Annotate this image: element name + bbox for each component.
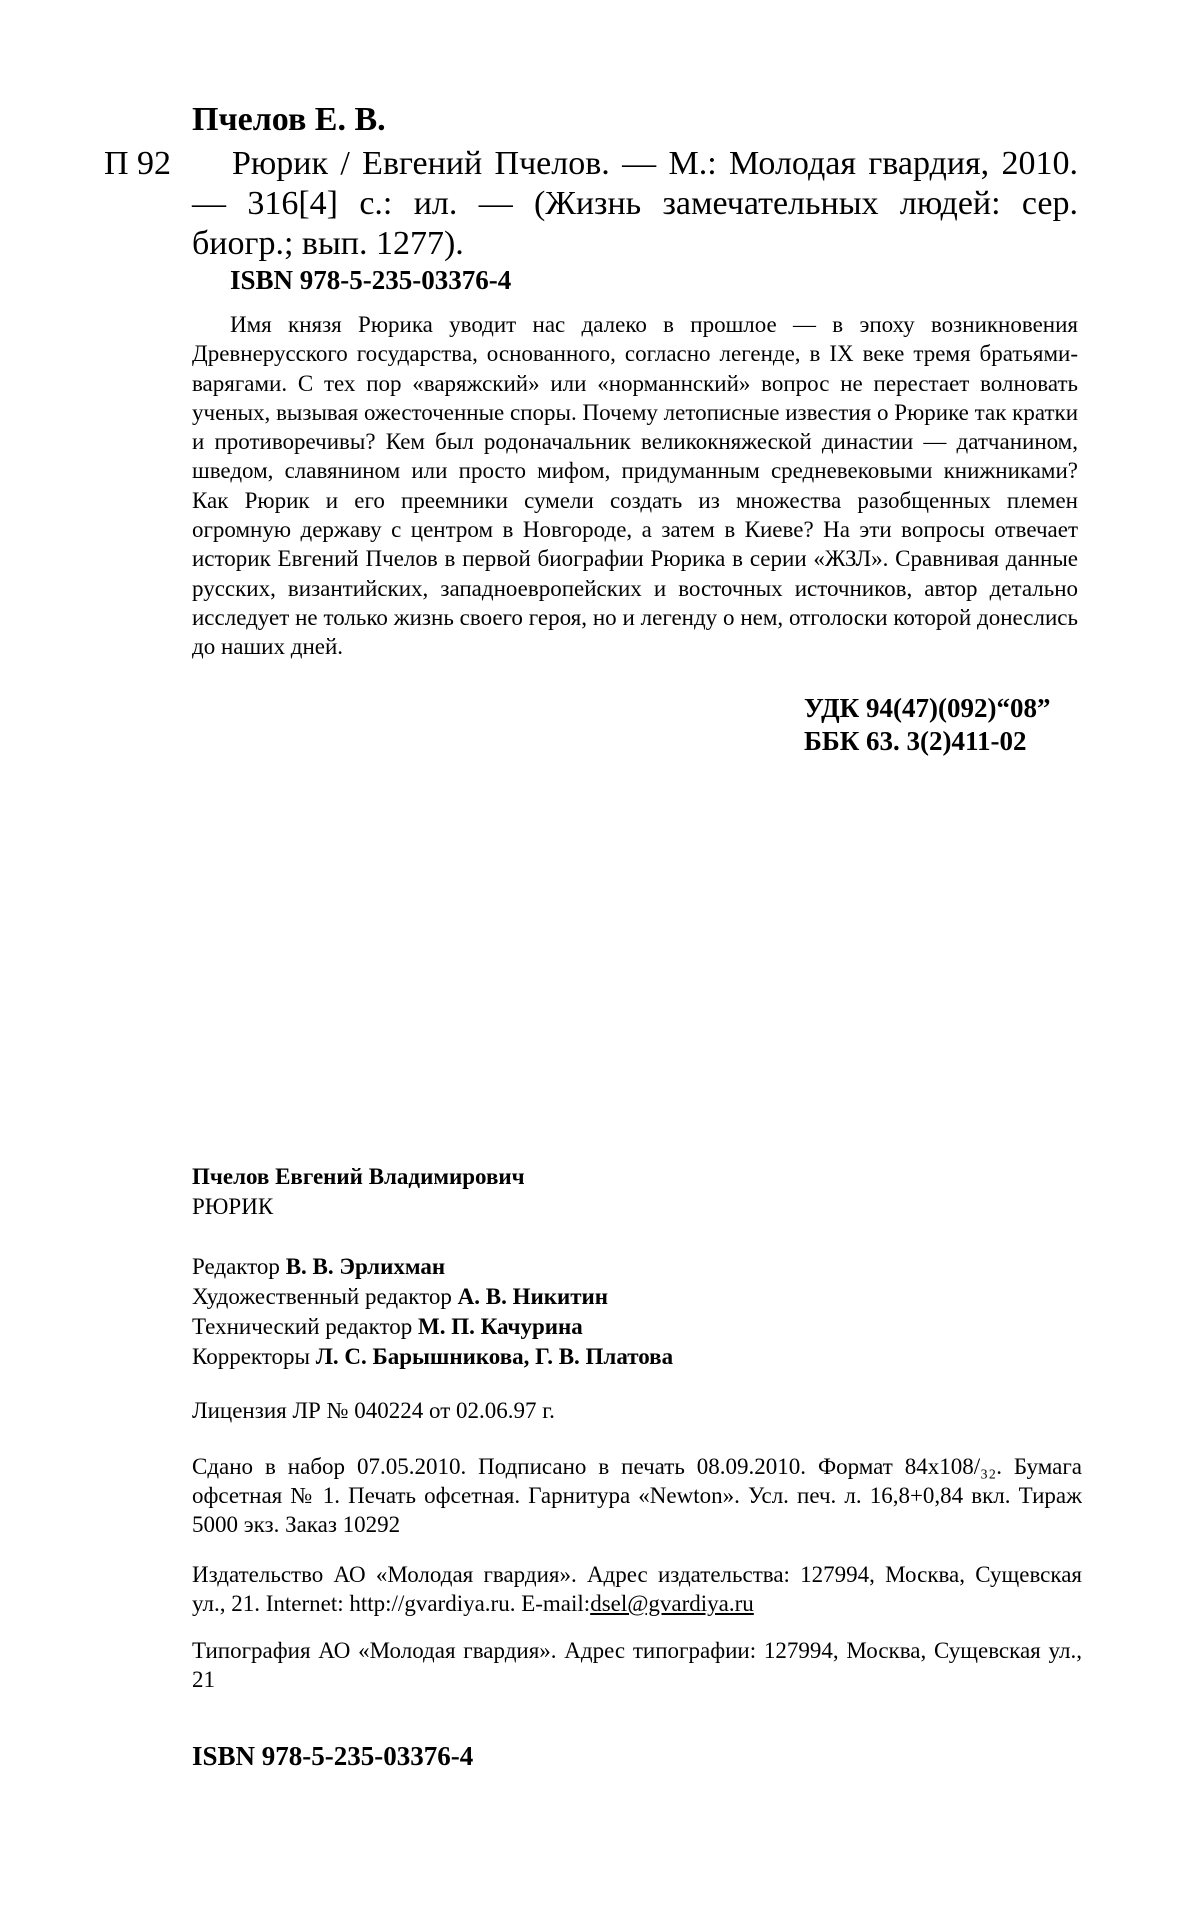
staff-role: Корректоры — [192, 1344, 310, 1369]
license-line: Лицензия ЛР № 040224 от 02.06.97 г. — [192, 1396, 1082, 1425]
colophon-title: РЮРИК — [192, 1192, 1082, 1221]
staff-editor — [192, 1252, 673, 1282]
staff-role: Технический редактор — [192, 1314, 412, 1339]
isbn-top: ISBN 978-5-235-03376-4 — [230, 264, 511, 296]
bbk-code: ББК 63. 3(2)411-02 — [804, 725, 1050, 758]
annotation: Имя князя Рюрика уводит нас далеко в прошлое — в эпоху возникновения Древнерусского государства, основанного, согласно легенде, в IX веке тремя братьями-варягами. С тех пор «варяжский» или «норманнский» вопрос не перестает волновать ученых, вызывая ожесточенные споры. Почему летописные известия о Рюрике так кратки и противоречивы? Кем был родоначальник великокняжеской династии — датчанином, шведом, славянином или просто мифом, придуманным средневековыми книжниками? Как Рюрик и его преемники сумели создать из множества разобщенных племен огромную державу с центром в Новгороде, а затем в Киеве? На эти вопросы отвечает историк Евгений Пчелов в первой биографии Рюрика в серии «ЖЗЛ». Сравнивая данные русских, византийских, западноевропейских и восточных источников, автор детально исследует не только жизнь своего героя, но и легенду о нем, отголоски которой донеслись до наших дней. — [192, 310, 1078, 662]
author-heading: Пчелов Е. В. — [192, 100, 386, 140]
staff-role: Редактор — [192, 1254, 280, 1279]
classification-block — [804, 692, 1050, 758]
colophon-author: Пчелов Евгений Владимирович — [192, 1162, 1082, 1191]
email-link[interactable]: dsel@gvardiya.ru — [590, 1591, 754, 1616]
udk-code: УДК 94(47)(092)“08” — [804, 692, 1050, 725]
staff-name: А. В. Никитин — [458, 1284, 608, 1309]
catalog-code: П 92 — [104, 144, 171, 184]
publisher-text: Издательство АО «Молодая гвардия». Адрес издательства: 127994, Москва, Сущевская ул., 21. Internet: http://gvardiya.ru. E-mail: — [192, 1562, 1082, 1616]
bibliographic-entry: Рюрик / Евгений Пчелов. — М.: Молодая гвардия, 2010. — 316[4] с.: ил. — (Жизнь замечательных людей: сер. биогр.; вып. 1277). — [192, 144, 1078, 264]
copyright-page — [0, 0, 1200, 1910]
staff-proofreaders — [192, 1342, 673, 1372]
isbn-bottom: ISBN 978-5-235-03376-4 — [192, 1740, 473, 1772]
typography-info: Типография АО «Молодая гвардия». Адрес типографии: 127994, Москва, Сущевская ул., 21 — [192, 1636, 1082, 1694]
print-info: Сдано в набор 07.05.2010. Подписано в печать 08.09.2010. Формат 84x108/₃₂. Бумага офсетная № 1. Печать офсетная. Гарнитура «Newton». Усл. печ. л. 16,8+0,84 вкл. Тираж 5000 экз. Заказ 10292 — [192, 1452, 1082, 1539]
staff-list — [192, 1252, 673, 1372]
staff-name: Л. С. Барышникова, Г. В. Платова — [316, 1344, 673, 1369]
staff-art-editor — [192, 1282, 673, 1312]
staff-name: В. В. Эрлихман — [286, 1254, 445, 1279]
staff-name: М. П. Качурина — [418, 1314, 583, 1339]
staff-role: Художественный редактор — [192, 1284, 452, 1309]
publisher-info — [192, 1560, 1082, 1618]
staff-tech-editor — [192, 1312, 673, 1342]
